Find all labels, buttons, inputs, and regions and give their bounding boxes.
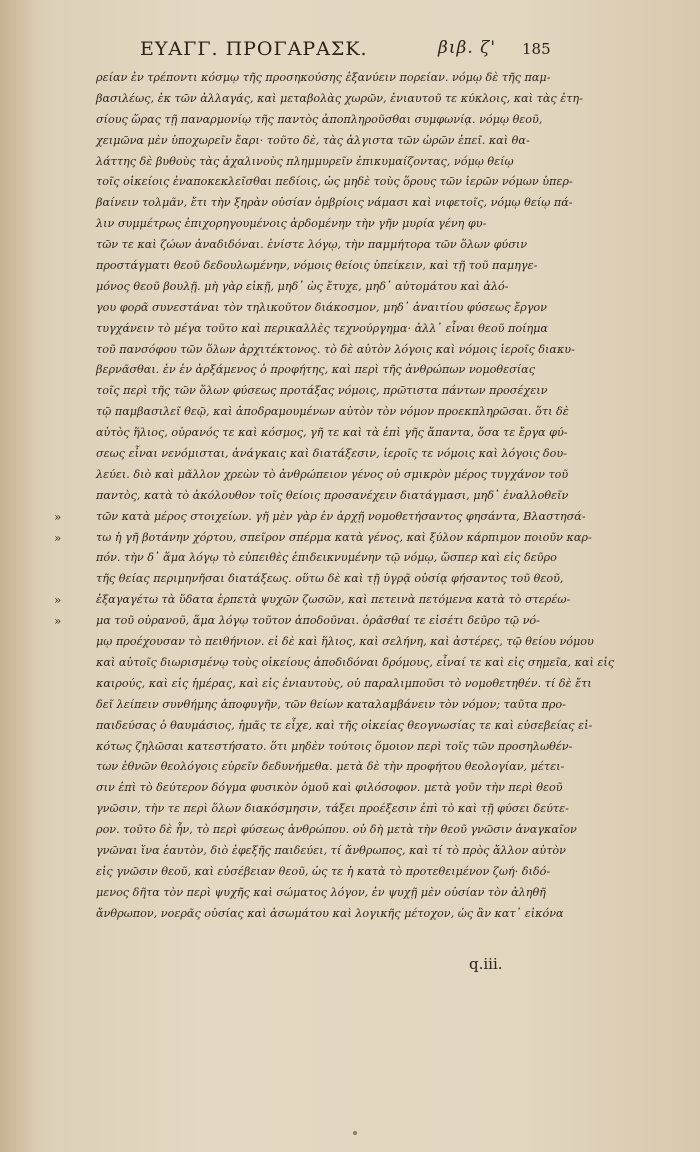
- line-text: ρείαν ἐν τρέποντι κόσμῳ τῆς προσηκούσης ἐξανύειν πορείαν. νόμῳ δὲ τῆς παμ-: [96, 71, 551, 84]
- line-text: ἐξαγαγέτω τὰ ὕδατα ἑρπετὰ ψυχῶν ζωσῶν, καὶ πετεινὰ πετόμενα κατὰ τὸ στερέω-: [96, 593, 571, 607]
- text-line: [96, 841, 566, 862]
- text-line: [96, 68, 556, 89]
- book-number: βιβ. ζ': [438, 38, 497, 58]
- line-text: καιρούς, καὶ εἰς ἡμέρας, καὶ εἰς ἐνιαυτοὺς, οὐ παραλιμποῦσι τὸ νομοθετηθέν. τί δὲ ἔτι: [96, 676, 592, 690]
- line-text: βαίνειν τολμᾶν, ἔτι τὴν ξηρὰν οὐσίαν ὀμβρίοις νάμασι καὶ νιφετοῖς, νόμῳ θείῳ πά-: [96, 196, 573, 210]
- text-line: [96, 235, 556, 256]
- line-text: των ἐθνῶν θεολόγοις εὑρεῖν δεδυνήμεθα. μετὰ δὲ τὴν προφήτου θεολογίαν, μέτει-: [96, 760, 565, 774]
- text-line: [96, 716, 593, 737]
- text-line: [96, 569, 564, 590]
- line-text: τῶν τε καὶ ζώων ἀναδιδόναι. ἐνίστε λόγῳ, τὴν παμμήτορα τῶν ὅλων φύσιν: [96, 238, 528, 252]
- line-text: αὐτὸς ἥλιος, οὐρανός τε καὶ κόσμος, γῆ τε καὶ τὰ ἐπὶ γῆς ἅπαντα, ὅσα τε ἔργα φύ-: [96, 426, 568, 440]
- line-text: παιδεύσας ὁ θαυμάσιος, ἡμᾶς τε εἶχε, καὶ τῆς οἰκείας θεογνωσίας τε καὶ εὐσεβείας εἰ-: [96, 718, 593, 732]
- line-text: εἰς γνῶσιν θεοῦ, καὶ εὐσέβειαν θεοῦ, ὡς τε ἡ κατὰ τὸ προτεθειμένον ζωή· διδό-: [96, 864, 551, 878]
- text-line: [96, 737, 573, 758]
- text-line: [96, 381, 556, 402]
- line-text: κότως ζηλῶσαι κατεστήσατο. ὅτι μηδὲν τούτοις ὅμοιον περὶ τοῖς τῶν προσηλωθέν-: [96, 739, 573, 753]
- text-line: [96, 632, 594, 653]
- line-text: σίους ὥρας τῇ παναρμονίῳ τῆς παντὸς ἀποπληροῦσθαι συμφωνίᾳ. νόμῳ θεοῦ,: [96, 112, 543, 126]
- text-line: [96, 883, 556, 904]
- line-text: προστάγματι θεοῦ δεδουλωμένην, νόμοις θείοις ὑπείκειν, καὶ τῇ τοῦ παμηγε-: [96, 259, 538, 273]
- quotation-marker: »: [54, 530, 62, 545]
- text-line: [96, 548, 556, 569]
- line-text: λάττης δὲ βυθοὺς τὰς ἀχαλινοὺς πλημμυρεῖν ἐπικυμαίζοντας, νόμῳ θείῳ: [96, 154, 514, 168]
- line-text: τῷ παμβασιλεῖ θεῷ, καὶ ἀποδραμουμένων αὐτὸν τὸν νόμον προεκπληρῶσαι. ὅτι δὲ: [96, 405, 569, 419]
- line-text: βασιλέως, ἐκ τῶν ἀλλαγάς, καὶ μεταβολὰς χωρῶν, ἐνιαυτοῦ τε κύκλοις, καὶ τὰς ἐτη-: [96, 91, 583, 105]
- line-text: μενος δῆτα τὸν περὶ ψυχῆς καὶ σώματος λόγον, ἐν ψυχῇ μὲν οὐσίαν τὸν ἀληθῆ: [96, 885, 546, 899]
- line-text: τοῦ πανσόφου τῶν ὅλων ἀρχιτέκτονος. τὸ δὲ αὐτὸν λόγοις καὶ νόμοις ἱεροῖς διακυ-: [96, 342, 575, 356]
- text-line: [96, 674, 592, 695]
- page-number: 185: [522, 40, 551, 58]
- text-line: [96, 340, 575, 361]
- text-line: [96, 110, 556, 131]
- text-line: [54, 611, 556, 632]
- running-header: [140, 38, 560, 64]
- text-line: [96, 277, 556, 298]
- line-text: παντὸς, κατὰ τὸ ἀκόλουθον τοῖς θείοις προσανέχειν διατάγμασι, μηδ᾽ ἐναλλοθεῖν: [96, 488, 569, 502]
- line-text: σιν ἐπὶ τὸ δεύτερον δόγμα φυσικὸν ὁμοῦ καὶ φιλόσοφον. μετὰ γοῦν τὴν περὶ θεοῦ: [96, 781, 563, 795]
- line-text: τω ἡ γῆ βοτάνην χόρτου, σπεῖρον σπέρμα κατὰ γένος, καὶ ξύλον κάρπιμον ποιοῦν καρ-: [96, 530, 592, 544]
- quotation-marker: »: [54, 509, 62, 524]
- text-line: [54, 590, 571, 611]
- text-line: [96, 862, 556, 883]
- text-line: [54, 507, 586, 528]
- text-line: [96, 89, 583, 110]
- text-line: [96, 298, 556, 319]
- line-text: χειμῶνα μὲν ὑποχωρεῖν ἔαρι· τοῦτο δὲ, τὰς ἀλγιστα τῶν ὡρῶν ἐπεῖ. καὶ θα-: [96, 133, 530, 147]
- text-line: [96, 172, 573, 193]
- page-speck: [353, 1131, 357, 1135]
- text-line: [96, 214, 556, 235]
- text-line: [96, 423, 568, 444]
- text-line: [96, 193, 573, 214]
- line-text: δεῖ λείπειν συνθήμης ἀποφυγῆν, τῶν θείων καταλαμβάνειν τὸν νόμον; ταῦτα προ-: [96, 697, 566, 711]
- line-text: πόν. τὴν δ᾽ ἅμα λόγῳ τὸ εὐπειθὲς ἐπιδεικνυμένην τῷ νόμῳ, ὥσπερ καὶ εἰς δεῦρο: [96, 551, 557, 565]
- line-text: γνῶσιν, τὴν τε περὶ ὅλων διακόσμησιν, τάξει προέξεσιν ἐπὶ τὸ καὶ τῇ φύσει δεύτε-: [96, 802, 569, 816]
- line-text: τυγχάνειν τὸ μέγα τοῦτο καὶ περικαλλὲς τεχνούργημα· ἀλλ᾽ εἶναι θεοῦ ποίημα: [96, 321, 548, 335]
- line-text: ἄνθρωπον, νοερᾶς οὐσίας καὶ ἀσωμάτου καὶ λογικῆς μέτοχον, ὡς ἂν κατ᾽ εἰκόνα: [96, 906, 564, 920]
- text-line: [96, 444, 567, 465]
- line-text: τῶν κατὰ μέρος στοιχείων. γῆ μὲν γὰρ ἐν ἀρχῇ νομοθετήσαντος φησάντα, Βλαστησά-: [96, 509, 586, 523]
- line-text: καὶ αὐτοῖς διωρισμένῳ τοὺς οἰκείους ἀποδιδόναι δρόμους, εἶναί τε καὶ εἰς σημεῖα, καὶ εἰς: [96, 655, 615, 669]
- text-line: [96, 319, 556, 340]
- text-line: [96, 820, 577, 841]
- line-text: τοῖς περὶ τῆς τῶν ὅλων φύσεως προτάξας νόμοις, πρῶτιστα πάντων προσέχειν: [96, 384, 548, 398]
- line-text: ρον. τοῦτο δὲ ἦν, τὸ περὶ φύσεως ἀνθρώπου. οὐ δὴ μετὰ τὴν θεοῦ γνῶσιν ἀναγκαῖον: [96, 823, 577, 837]
- line-text: γου φορᾶ συνεστάναι τὸν τηλικοῦτον διάκοσμον, μηδ᾽ ἀναιτίου φύσεως ἔργον: [96, 300, 547, 314]
- text-line: [96, 360, 556, 381]
- line-text: σεως εἶναι νενόμισται, ἀνάγκαις καὶ διατάξεσιν, ἱεροῖς τε νόμοις καὶ λόγοις δου-: [96, 447, 567, 461]
- text-line: [96, 131, 556, 152]
- text-line: [96, 256, 556, 277]
- line-text: λιν συμμέτρως ἐπιχορηγουμένοις ἀρδομένην τὴν γῆν μυρία γένη φυ-: [96, 217, 487, 231]
- line-text: μῳ προέχουσαν τὸ πειθήνιον. εἰ δὲ καὶ ἥλιος, καὶ σελήνη, καὶ ἀστέρες, τῷ θείου νόμου: [96, 635, 594, 649]
- quotation-marker: »: [54, 614, 62, 629]
- text-line: [96, 486, 569, 507]
- line-text: λεύει. διὸ καὶ μᾶλλον χρεὼν τὸ ἀνθρώπειον γένος οὐ σμικρὸν μέρος τυγχάνον τοῦ: [96, 467, 569, 481]
- text-line: [96, 757, 565, 778]
- quotation-marker: »: [54, 593, 62, 608]
- text-line: [96, 799, 569, 820]
- line-text: τοῖς οἰκείοις ἐναποκεκλεῖσθαι πεδίοις, ὡς μηδὲ τοὺς ὅρους τῶν ἱερῶν νόμων ὑπερ-: [96, 175, 573, 189]
- text-line: [96, 695, 566, 716]
- text-line: [96, 778, 563, 799]
- text-line: [96, 904, 564, 925]
- signature-mark: q.iii.: [469, 955, 503, 973]
- text-line: [96, 653, 615, 674]
- line-text: γνῶναι ἵνα ἑαυτὸν, διὸ ἐφεξῆς παιδεύει, τί ἄνθρωπος, καὶ τί τὸ πρὸς ἄλλον αὐτὸν: [96, 843, 566, 857]
- line-text: μα τοῦ οὐρανοῦ, ἅμα λόγῳ τοῦτον ἀποδοῦναι. ὁρᾶσθαί τε εἰσέτι δεῦρο τῷ νό-: [96, 614, 540, 628]
- line-text: βερνᾶσθαι. ἐν ἐν ἀρξάμενος ὁ προφήτης, καὶ περὶ τῆς ἀνθρώπων νομοθεσίας: [96, 363, 535, 377]
- text-line: [96, 465, 569, 486]
- text-line: [96, 402, 569, 423]
- body-text: [54, 68, 615, 925]
- running-title: ΕΥΑΓΓ. ΠΡΟΓΑΡΑΣΚ.: [140, 38, 368, 60]
- text-line: [96, 152, 556, 173]
- text-line: [54, 528, 592, 549]
- line-text: τῆς θείας περιμηνῆσαι διατάξεως. οὕτω δὲ καὶ τῇ ὑγρᾷ οὐσίᾳ φήσαντος τοῦ θεοῦ,: [96, 572, 564, 586]
- line-text: μόνος θεοῦ βουλῇ. μὴ γὰρ εἰκῇ, μηδ᾽ ὡς ἔτυχε, μηδ᾽ αὐτομάτου καὶ ἀλό-: [96, 279, 509, 293]
